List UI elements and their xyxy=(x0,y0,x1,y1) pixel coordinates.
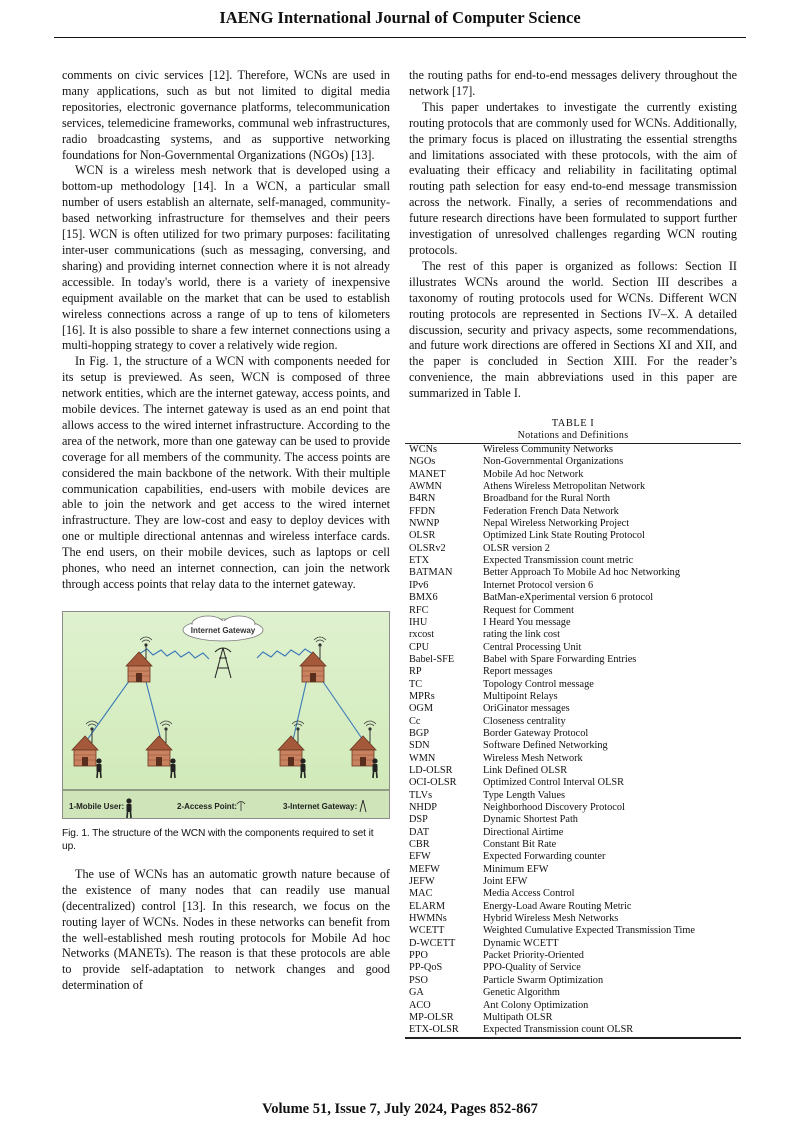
definition-cell: Babel with Spare Forwarding Entries xyxy=(483,653,637,665)
table-row xyxy=(405,802,741,814)
abbreviation-cell: FFDN xyxy=(409,505,436,517)
definition-cell: Central Processing Unit xyxy=(483,641,582,653)
table-row xyxy=(405,469,741,481)
table-row xyxy=(405,864,741,876)
table-row xyxy=(405,851,741,863)
table-row xyxy=(405,629,741,641)
definition-cell: Dynamic Shortest Path xyxy=(483,814,578,826)
definition-cell: BatMan-eXperimental version 6 protocol xyxy=(483,592,654,604)
definition-cell: Border Gateway Protocol xyxy=(483,727,589,739)
definition-cell: Broadband for the Rural North xyxy=(483,493,610,505)
table-row xyxy=(405,888,741,900)
table-row xyxy=(405,901,741,913)
mobile-user-icons xyxy=(96,758,377,778)
table-row xyxy=(405,580,741,592)
legend-internet-gateway: 3-Internet Gateway: xyxy=(283,801,358,811)
definition-cell: Particle Swarm Optimization xyxy=(483,974,604,986)
abbreviation-cell: WCETT xyxy=(409,925,445,937)
definition-cell: Joint EFW xyxy=(483,876,528,888)
body-paragraph: The rest of this paper is organized as follows: Section II illustrates WCNs around the world. Section III describes a taxonomy of routing protocols used for WCNs. Different WCN routing protocols are represented in Sections IV–X. A detailed discussion, security and privacy aspects, some recommendations, and future work directions are offered in Sections XI and XII, and the paper is concluded in Section XIII. For the reader’s convenience, the main abbreviations used in this paper are summarized in Table I. xyxy=(409,258,737,401)
table-row xyxy=(405,543,741,555)
definition-cell: Directional Airtime xyxy=(483,826,564,838)
figure-caption: Fig. 1. The structure of the WCN with the components required to set it up. xyxy=(62,827,374,852)
table-row xyxy=(405,506,741,518)
definition-cell: Link Defined OLSR xyxy=(483,764,568,776)
table-row xyxy=(405,827,741,839)
definition-cell: Optimized Control Interval OLSR xyxy=(483,777,624,789)
table-row xyxy=(405,444,741,457)
table-row xyxy=(405,1012,741,1024)
abbreviation-cell: TLVs xyxy=(409,789,433,801)
abbreviation-cell: ETX-OLSR xyxy=(409,1024,459,1036)
abbreviation-cell: RP xyxy=(409,666,422,678)
definition-cell: Mobile Ad hoc Network xyxy=(483,468,584,480)
table-row xyxy=(405,703,741,715)
table-row xyxy=(405,555,741,567)
definition-cell: Multipoint Relays xyxy=(483,690,558,702)
definition-cell: Energy-Load Aware Routing Metric xyxy=(483,900,632,912)
definition-cell: Athens Wireless Metropolitan Network xyxy=(483,481,646,493)
abbreviation-cell: rxcost xyxy=(409,629,435,641)
definition-cell: PPO-Quality of Service xyxy=(483,962,581,974)
definition-cell: Software Defined Networking xyxy=(483,740,608,752)
table-row xyxy=(405,938,741,950)
abbreviation-cell: OLSRv2 xyxy=(409,542,446,554)
table-row xyxy=(405,617,741,629)
definition-cell: I Heard You message xyxy=(483,616,571,628)
table-row xyxy=(405,962,741,974)
table-row xyxy=(405,777,741,789)
gateway-label: Internet Gateway xyxy=(190,625,256,635)
table-row xyxy=(405,987,741,999)
abbreviation-cell: AWMN xyxy=(409,481,442,493)
abbreviation-cell: NGOs xyxy=(409,456,436,468)
definition-cell: OLSR version 2 xyxy=(483,542,550,554)
table-row xyxy=(405,950,741,962)
abbreviation-cell: WMN xyxy=(409,752,436,764)
cloud-icon xyxy=(183,616,263,641)
table-row xyxy=(405,679,741,691)
abbreviation-cell: NHDP xyxy=(409,802,438,813)
abbreviation-cell: MP-OLSR xyxy=(409,1011,454,1023)
definition-cell: Type Length Values xyxy=(483,789,566,801)
table-row xyxy=(405,518,741,530)
definition-cell: Topology Control message xyxy=(483,678,594,690)
abbreviation-cell: OCI-OLSR xyxy=(409,777,457,789)
table-title: TABLE I xyxy=(551,418,595,430)
abbreviation-cell: PPO xyxy=(409,950,428,962)
table-row xyxy=(405,740,741,752)
body-paragraph: This paper undertakes to investigate the currently existing routing protocols that are commonly used for WCNs. Additionally, the primary focus is placed on illustrating the essential strengths and limitations associated with these protocols, with the aim of evaluating their efficacy and reliability in facilitating optimal routing path selection for easy end-to-end message transmission across the network. Finally, a series of recommendations and future research directions have been formulated to support further investigation of unresolved challenges regarding WCN routing protocols. xyxy=(409,99,737,257)
abbreviation-cell: IHU xyxy=(409,616,428,628)
definition-cell: Constant Bit Rate xyxy=(483,839,557,851)
abbreviation-cell: MPRs xyxy=(409,690,435,702)
gateway-tower-icon xyxy=(215,648,231,678)
definition-cell: Wireless Mesh Network xyxy=(483,752,583,764)
abbreviations-table xyxy=(405,443,741,1039)
abbreviation-cell: OGM xyxy=(409,703,434,715)
definition-cell: Media Access Control xyxy=(483,888,575,900)
right-column xyxy=(409,68,737,1039)
abbreviation-cell: MANET xyxy=(409,468,446,480)
table-row xyxy=(405,716,741,728)
table-row xyxy=(405,790,741,802)
definition-cell: Optimized Link State Routing Protocol xyxy=(483,530,645,542)
table-row xyxy=(405,530,741,542)
table-row xyxy=(405,925,741,937)
table-row xyxy=(405,728,741,740)
table-row xyxy=(405,567,741,579)
abbreviation-cell: SDN xyxy=(409,740,430,752)
journal-header: IAENG International Journal of Computer Science xyxy=(219,8,581,27)
table-row xyxy=(405,814,741,826)
table-row xyxy=(405,666,741,678)
body-paragraph: In Fig. 1, the structure of a WCN with components needed for its setup is previewed. As seen, WCN is composed of three network entities, which are the internet gateway, access points, and mobile devices. The internet gateway is used as an end point that allows access to the wired internet infrastructure. According to the area of the network, more than one gateway can be used to provide coverage for all members of the community. The access points are considered the main backbone of the network. With their multiple communication capabilities, end-users with mobile devices are able to join the network and get access to the wired internet infrastructure. They are low-cost and easy to deploy devices with one or multiple directional antennas and wireless interface cards. The end users, on their mobile devices, such as laptops or cell phones, who need an internet connection, can join the network through access points that relay data to the internet gateway. xyxy=(62,354,390,591)
table-row xyxy=(405,654,741,666)
definition-cell: Expected Forwarding counter xyxy=(483,851,606,863)
body-paragraph: The use of WCNs has an automatic growth nature because of the existence of many nodes that can readily use manual (decentralized) control [13]. In this research, we focus on the routing layer of WCNs. Nodes in these networks can benefit from the well-established mesh routing protocols for Mobile Ad hoc Networks (MANETs). The reason is that these protocols are able to provide self-adaptation to network changes and good determination of xyxy=(62,866,390,993)
abbreviation-cell: BGP xyxy=(409,727,430,739)
definition-cell: Minimum EFW xyxy=(483,863,549,875)
definition-cell: Genetic Algorithm xyxy=(483,987,560,999)
abbreviation-cell: MAC xyxy=(409,888,433,900)
table-row xyxy=(405,753,741,765)
abbreviation-cell: ACO xyxy=(409,999,431,1011)
definition-cell: Expected Transmission count OLSR xyxy=(483,1024,634,1036)
body-paragraph: comments on civic services [12]. Therefore, WCNs are used in many applications, such as but not limited to digital media repositories, electronic governance platforms, telecommunication services, telemedicine frameworks, communal web infrastructures, radio broadcasting systems, and as supportive networking foundations for Non-Governmental Organizations (NGOs) [13]. xyxy=(62,68,390,162)
definition-cell: Wireless Community Networks xyxy=(483,444,613,456)
table-row xyxy=(405,876,741,888)
abbreviation-cell: NWNP xyxy=(409,518,440,530)
abbreviation-cell: DSP xyxy=(409,814,428,826)
table-row xyxy=(405,765,741,777)
abbreviation-cell: BMX6 xyxy=(409,592,438,604)
abbreviation-cell: WCNs xyxy=(409,444,438,456)
abbreviation-cell: MEFW xyxy=(409,863,440,875)
definition-cell: Closeness centrality xyxy=(483,715,566,727)
abbreviation-cell: LD-OLSR xyxy=(409,764,453,776)
abbreviation-cell: PP-QoS xyxy=(409,962,443,974)
definition-cell: Multipath OLSR xyxy=(483,1011,553,1023)
table-row xyxy=(405,481,741,493)
table-row xyxy=(405,975,741,987)
table-row xyxy=(405,592,741,604)
abbreviation-cell: IPv6 xyxy=(409,579,429,591)
definition-cell: Ant Colony Optimization xyxy=(483,999,589,1011)
definition-cell: Internet Protocol version 6 xyxy=(483,579,594,591)
abbreviation-cell: DAT xyxy=(409,826,430,838)
abbreviation-cell: CBR xyxy=(409,839,430,851)
definition-cell: rating the link cost xyxy=(483,629,560,641)
abbreviation-cell: RFC xyxy=(409,604,429,616)
table-row xyxy=(405,913,741,925)
abbreviation-cell: Babel-SFE xyxy=(409,653,455,665)
legend-mobile-user: 1-Mobile User: xyxy=(69,801,125,811)
table-row xyxy=(405,605,741,617)
definition-cell: Nepal Wireless Networking Project xyxy=(483,518,630,530)
definition-cell: OriGinator messages xyxy=(483,703,570,715)
left-column xyxy=(62,68,390,994)
abbreviation-cell: GA xyxy=(409,987,424,999)
definition-cell: Weighted Cumulative Expected Transmission Time xyxy=(483,925,695,937)
body-paragraph: the routing paths for end-to-end messages delivery throughout the network [17]. xyxy=(409,68,737,98)
table-row xyxy=(405,1024,741,1037)
body-paragraph: WCN is a wireless mesh network that is developed using a bottom-up methodology [14]. In a WCN, a particular small number of users establish an alternate, self-managed, community-based networking infrastructure for themselves and their peers [15]. WCN is often utilized for two primary purposes: facilitating inter-user communications (such as messaging, conversing, and sharing) and providing internet connection where it is not already accessible. In today's world, there is a variety of inexpensive equipment available on the market that can be used to establish wireless connections across a range of up to tens of kilometers [16]. It is also possible to share a few internet connections using a multi-hopping strategy to cover a relatively wide region. xyxy=(62,163,390,353)
abbreviation-cell: BATMAN xyxy=(409,567,453,579)
table-row xyxy=(405,456,741,468)
definition-cell: Better Approach To Mobile Ad hoc Networking xyxy=(483,567,680,579)
definition-cell: Non-Governmental Organizations xyxy=(483,456,624,468)
header-rule xyxy=(54,37,746,38)
table-row xyxy=(405,493,741,505)
abbreviation-cell: PSO xyxy=(409,974,428,986)
abbreviation-cell: OLSR xyxy=(409,530,436,542)
definition-cell: Expected Transmission count metric xyxy=(483,555,634,567)
table-row xyxy=(405,642,741,654)
abbreviation-cell: JEFW xyxy=(409,876,435,888)
abbreviation-cell: HWMNs xyxy=(409,913,447,925)
footer-volume: Volume 51, Issue 7, July 2024, Pages 852-867 xyxy=(262,1101,538,1117)
table-row xyxy=(405,839,741,851)
abbreviation-cell: D-WCETT xyxy=(409,937,456,949)
abbreviation-cell: CPU xyxy=(409,641,430,653)
table-row xyxy=(405,691,741,703)
abbreviation-cell: TC xyxy=(409,678,423,690)
table-row xyxy=(405,1000,741,1012)
definition-cell: Dynamic WCETT xyxy=(483,937,559,949)
abbreviation-cell: Cc xyxy=(409,715,421,727)
table-subtitle: Notations and Definitions xyxy=(517,430,629,442)
definition-cell: Federation French Data Network xyxy=(483,505,619,517)
abbreviation-cell: ETX xyxy=(409,555,430,567)
definition-cell: Report messages xyxy=(483,666,553,678)
abbreviation-cell: EFW xyxy=(409,851,431,863)
definition-cell: Hybrid Wireless Mesh Networks xyxy=(483,913,619,925)
access-point-houses xyxy=(72,637,376,766)
definition-cell: Packet Priority-Oriented xyxy=(483,950,584,962)
definition-cell: Neighborhood Discovery Protocol xyxy=(483,802,625,813)
abbreviation-cell: B4RN xyxy=(409,493,436,505)
legend-access-point: 2-Access Point: xyxy=(177,801,238,811)
wcn-diagram xyxy=(63,612,389,818)
abbreviation-cell: ELARM xyxy=(409,900,446,912)
wcn-structure-figure xyxy=(62,611,390,819)
definition-cell: Request for Comment xyxy=(483,604,574,616)
